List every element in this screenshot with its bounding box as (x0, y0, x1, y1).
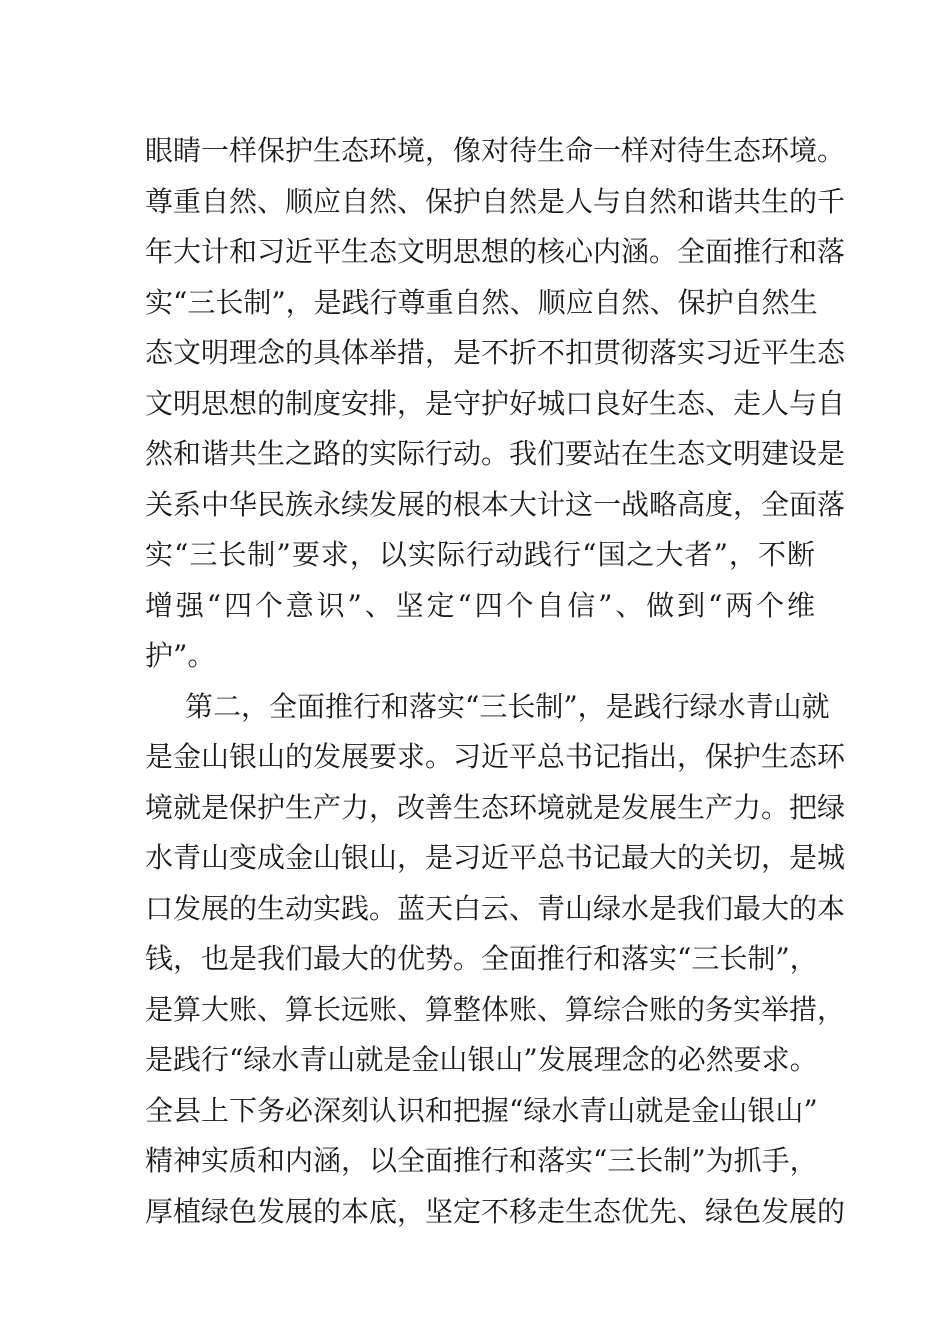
text-line-17: 钱，也是我们最大的优势。全面推行和落实“三长制”， (145, 942, 818, 975)
text-line-5: 态文明理念的具体举措，是不折不扣贯彻落实习近平生态 (145, 336, 846, 369)
text-line-20: 全县上下务必深刻认识和把握“绿水青山就是金山银山” (145, 1093, 818, 1127)
text-line-16: 口发展的生动实践。蓝天白云、青山绿水是我们最大的本 (145, 891, 846, 925)
text-line-10: 增强“四个意识”、坚定“四个自信”、做到“两个维 (145, 588, 815, 622)
text-line-11: 护”。 (145, 639, 216, 672)
text-line-13: 是金山银山的发展要求。习近平总书记指出，保护生态环 (145, 740, 846, 773)
text-line-2: 尊重自然、顺应自然、保护自然是人与自然和谐共生的千 (145, 184, 846, 218)
text-line-14: 境就是保护生产力，改善生态环境就是发展生产力。把绿 (145, 790, 846, 824)
text-line-21: 精神实质和内涵，以全面推行和落实“三长制”为抓手， (145, 1144, 818, 1177)
text-line-8: 关系中华民族永续发展的根本大计这一战略高度，全面落 (145, 487, 846, 521)
text-line-22: 厚植绿色发展的本底，坚定不移走生态优先、绿色发展的 (145, 1194, 846, 1228)
text-line-12: 第二，全面推行和落实“三长制”，是践行绿水青山就 (185, 689, 830, 723)
text-line-7: 然和谐共生之路的实际行动。我们要站在生态文明建设是 (145, 437, 846, 470)
text-line-4: 实“三长制”，是践行尊重自然、顺应自然、保护自然生 (145, 285, 818, 319)
text-line-9: 实“三长制”要求，以实际行动践行“国之大者”，不断 (145, 538, 815, 571)
text-line-19: 是践行“绿水青山就是金山银山”发展理念的必然要求。 (145, 1043, 818, 1076)
text-line-6: 文明思想的制度安排，是守护好城口良好生态、走人与自 (145, 386, 846, 420)
text-line-3: 年大计和习近平生态文明思想的核心内涵。全面推行和落 (145, 235, 846, 268)
text-line-15: 水青山变成金山银山，是习近平总书记最大的关切，是城 (145, 841, 846, 874)
body-text (145, 126, 846, 1237)
text-line-18: 是算大账、算长远账、算整体账、算综合账的务实举措， (145, 992, 846, 1026)
text-line-1: 眼睛一样保护生态环境，像对待生命一样对待生态环境。 (145, 134, 846, 167)
